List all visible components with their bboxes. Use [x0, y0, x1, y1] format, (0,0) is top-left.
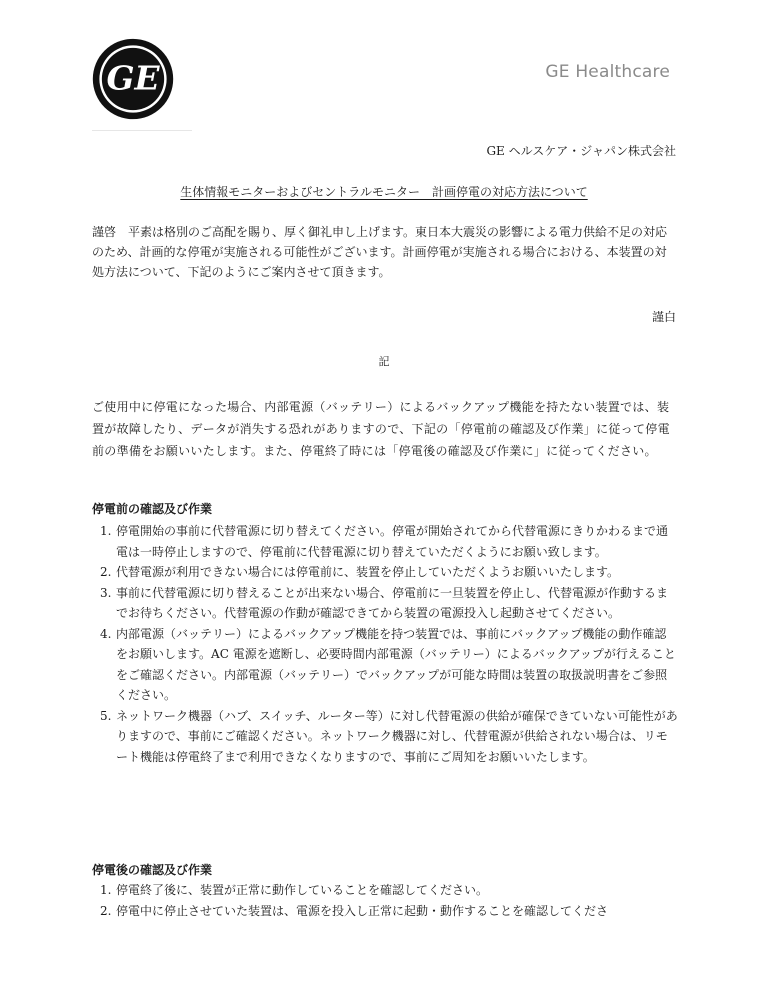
item-text: 停電終了後に、装置が正常に動作していることを確認してください。 [116, 883, 489, 897]
company-name: GE ヘルスケア・ジャパン株式会社 [486, 144, 676, 158]
item-number: 4. [100, 626, 112, 641]
list-item [92, 880, 678, 901]
list-item [92, 583, 678, 624]
document-title [0, 183, 768, 200]
item-number: 1. [100, 883, 112, 897]
list-item [92, 521, 678, 562]
item-number: 1. [100, 524, 112, 538]
closing-word: 謹白 [651, 310, 676, 324]
list-item [92, 624, 678, 706]
item-text: 内部電源（バッテリー）によるバックアップ機能を持つ装置では、事前にバックアップ機能の動作確認をお願いします。AC 電源を遮断し、必要時間内部電源（バッテリー）によるバックアップが行えることをご確認ください。内部電源（バッテリー）でバックアップが可能な時間は装置の取扱説明書をご参照ください。 [116, 626, 676, 702]
intro-paragraph: 謹啓 平素は格別のご高配を賜り、厚く御礼申し上げます。東日本大震災の影響による電力供給不足の対応のため、計画的な停電が実施される可能性がございます。計画停電が実施される場合における、本装置の対処方法について、下記のようにご案内させて頂きます。 [92, 225, 668, 279]
header-divider [92, 130, 192, 131]
after-heading: 停電後の確認及び作業 [92, 863, 213, 877]
item-number: 3. [100, 585, 112, 600]
item-number: 2. [100, 565, 112, 579]
list-item [92, 562, 678, 583]
document-title-text: 生体情報モニターおよびセントラルモニター 計画停電の対応方法について [180, 185, 588, 199]
before-list [92, 521, 678, 767]
item-number: 2. [100, 903, 112, 918]
item-text: 停電開始の事前に代替電源に切り替えてください。停電が開始されてから代替電源にきりかわるまで通電は一時停止しますので、停電前に代替電源に切り替えていただくようにお願い致します。 [116, 524, 669, 559]
before-heading: 停電前の確認及び作業 [92, 502, 213, 516]
item-number: 5. [100, 708, 112, 723]
notice-paragraph: ご使用中に停電になった場合、内部電源（バッテリー）によるバックアップ機能を持たない装置では、装置が故障したり、データが消失する恐れがありますので、下記の「停電前の確認及び作業」に従って停電前の準備をお願いいたします。また、停電終了時には「停電後の確認及び作業に」に従ってください。 [92, 400, 670, 458]
item-text: 代替電源が利用できない場合には停電前に、装置を停止していただくようお願いいたします。 [116, 565, 620, 579]
item-text: 停電中に停止させていた装置は、電源を投入し正常に起動・動作することを確認してくださ [116, 903, 609, 918]
list-item [92, 706, 678, 768]
ki-mark: 記 [378, 355, 390, 368]
after-list [92, 880, 678, 921]
brand-name: GE Healthcare [545, 62, 670, 82]
list-item [92, 901, 678, 922]
ge-logo [92, 38, 174, 120]
item-text: ネットワーク機器（ハブ、スイッチ、ルーター等）に対し代替電源の供給が確保できていない可能性がありますので、事前にご確認ください。ネットワーク機器に対し、代替電源が供給されない場合は、リモート機能は停電終了まで利用できなくなりますので、事前にご周知をお願いいたします。 [116, 708, 678, 764]
item-text: 事前に代替電源に切り替えることが出来ない場合、停電前に一旦装置を停止し、代替電源が作動するまでお待ちください。代替電源の作動が確認できてから装置の電源投入し起動させてください。 [116, 585, 669, 620]
logo-lettering: GE [106, 58, 160, 98]
